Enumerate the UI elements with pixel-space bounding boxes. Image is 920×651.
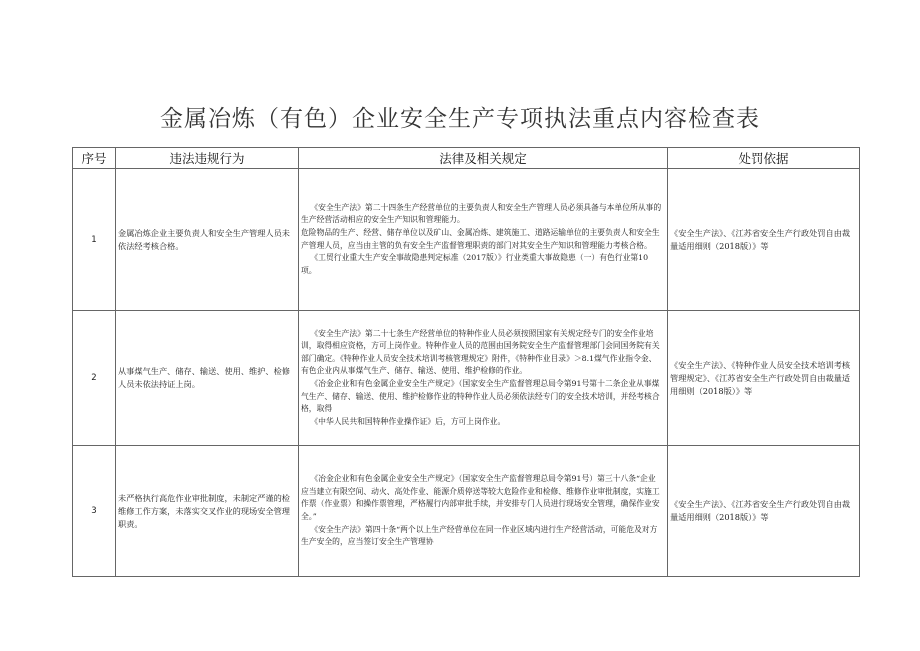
penalty-cell: 《安全生产法》、《特种作业人员安全技术培训考核管理规定》、《江苏省安全生产行政处罚自由裁量适用细则（2018版）》等 xyxy=(668,311,860,446)
law-paragraph: 《安全生产法》第二十四条生产经营单位的主要负责人和安全生产管理人员必须具备与本单位所从事的生产经营活动相应的安全生产知识和管理能力。 xyxy=(301,202,662,225)
law-paragraph: 《中华人民共和国特种作业操作证》后，方可上岗作业。 xyxy=(310,416,506,426)
violation-cell: 从事煤气生产、储存、输送、使用、维护、检修人员未依法持证上岗。 xyxy=(116,311,299,446)
penalty-cell: 《安全生产法》、《江苏省安全生产行政处罚自由裁量适用细则（2018版）》等 xyxy=(668,169,860,311)
law-cell xyxy=(299,169,668,311)
header-law: 法律及相关规定 xyxy=(299,148,668,169)
violation-cell: 金属冶炼企业主要负责人和安全生产管理人员未依法经考核合格。 xyxy=(116,169,299,311)
law-cell xyxy=(299,311,668,446)
row-number: 3 xyxy=(73,446,116,577)
table-row xyxy=(73,169,860,311)
header-no: 序号 xyxy=(73,148,116,169)
table-header-row xyxy=(73,148,860,169)
violation-cell: 未严格执行高危作业审批制度，未制定严谨的检维修工作方案，未落实交叉作业的现场安全管理职责。 xyxy=(116,446,299,577)
law-paragraph: 《冶金企业和有色金属企业安全生产规定》（国家安全生产监督管理总局令第91号第十二条企业从事煤气生产、储存、输送、使用、维护检修作业的特种作业人员必须依法经专门的安全技术培训，并经考核合格，取得 xyxy=(301,379,660,414)
law-paragraph: 《工贸行业重大生产安全事故隐患判定标准（2017版）》行业类重大事故隐患（一）有色行业第10项。 xyxy=(301,253,649,275)
penalty-cell: 《安全生产法》、《江苏省安全生产行政处罚自由裁量适用细则（2018版）》等 xyxy=(668,446,860,577)
law-paragraph: 《安全生产法》第四十条“两个以上生产经营单位在同一作业区域内进行生产经营活动，可能危及对方生产安全的，应当签订安全生产管理协 xyxy=(301,524,658,547)
law-cell xyxy=(299,446,668,577)
law-paragraph: 危险物品的生产、经营、储存单位以及矿山、金属冶炼、建筑施工、道路运输单位的主要负责人和安全生产管理人员，应当由主管的负有安全生产监督管理职责的部门对其安全生产知识和管理能力考核合格。 xyxy=(301,227,660,250)
header-violation: 违法违规行为 xyxy=(116,148,299,169)
inspection-table xyxy=(72,147,860,577)
header-penalty: 处罚依据 xyxy=(668,148,860,169)
row-number: 1 xyxy=(73,169,116,311)
page-title: 金属冶炼（有色）企业安全生产专项执法重点内容检查表 xyxy=(160,106,760,132)
table-row xyxy=(73,446,860,577)
law-paragraph: 《安全生产法》第二十七条生产经营单位的特种作业人员必须按照国家有关规定经专门的安全作业培训，取得相应资格，方可上岗作业。特种作业人员的范围由国务院安全生产监督管理部门会同国务院有关部门确定。《特种作业人员安全技术培训考核管理规定》附件，《特种作业目录》＞8.1煤气作业指令金、有色企业内从事煤气生产、储存、输送、使用、维护检修的作业。 xyxy=(301,328,660,376)
row-number: 2 xyxy=(73,311,116,446)
law-paragraph: 《冶金企业和有色金属企业安全生产规定》（国家安全生产监督管理总局令第91号）第三十八条“企业应当建立有限空间、动火、高处作业、能源介质停送等较大危险作业和检修、维修作业审批制度，实施工作票（作业票）和操作票管理，严格履行内部审批手续，并安排专门人员进行现场安全管理，确保作业安全。” xyxy=(301,474,660,521)
table-row xyxy=(73,311,860,446)
